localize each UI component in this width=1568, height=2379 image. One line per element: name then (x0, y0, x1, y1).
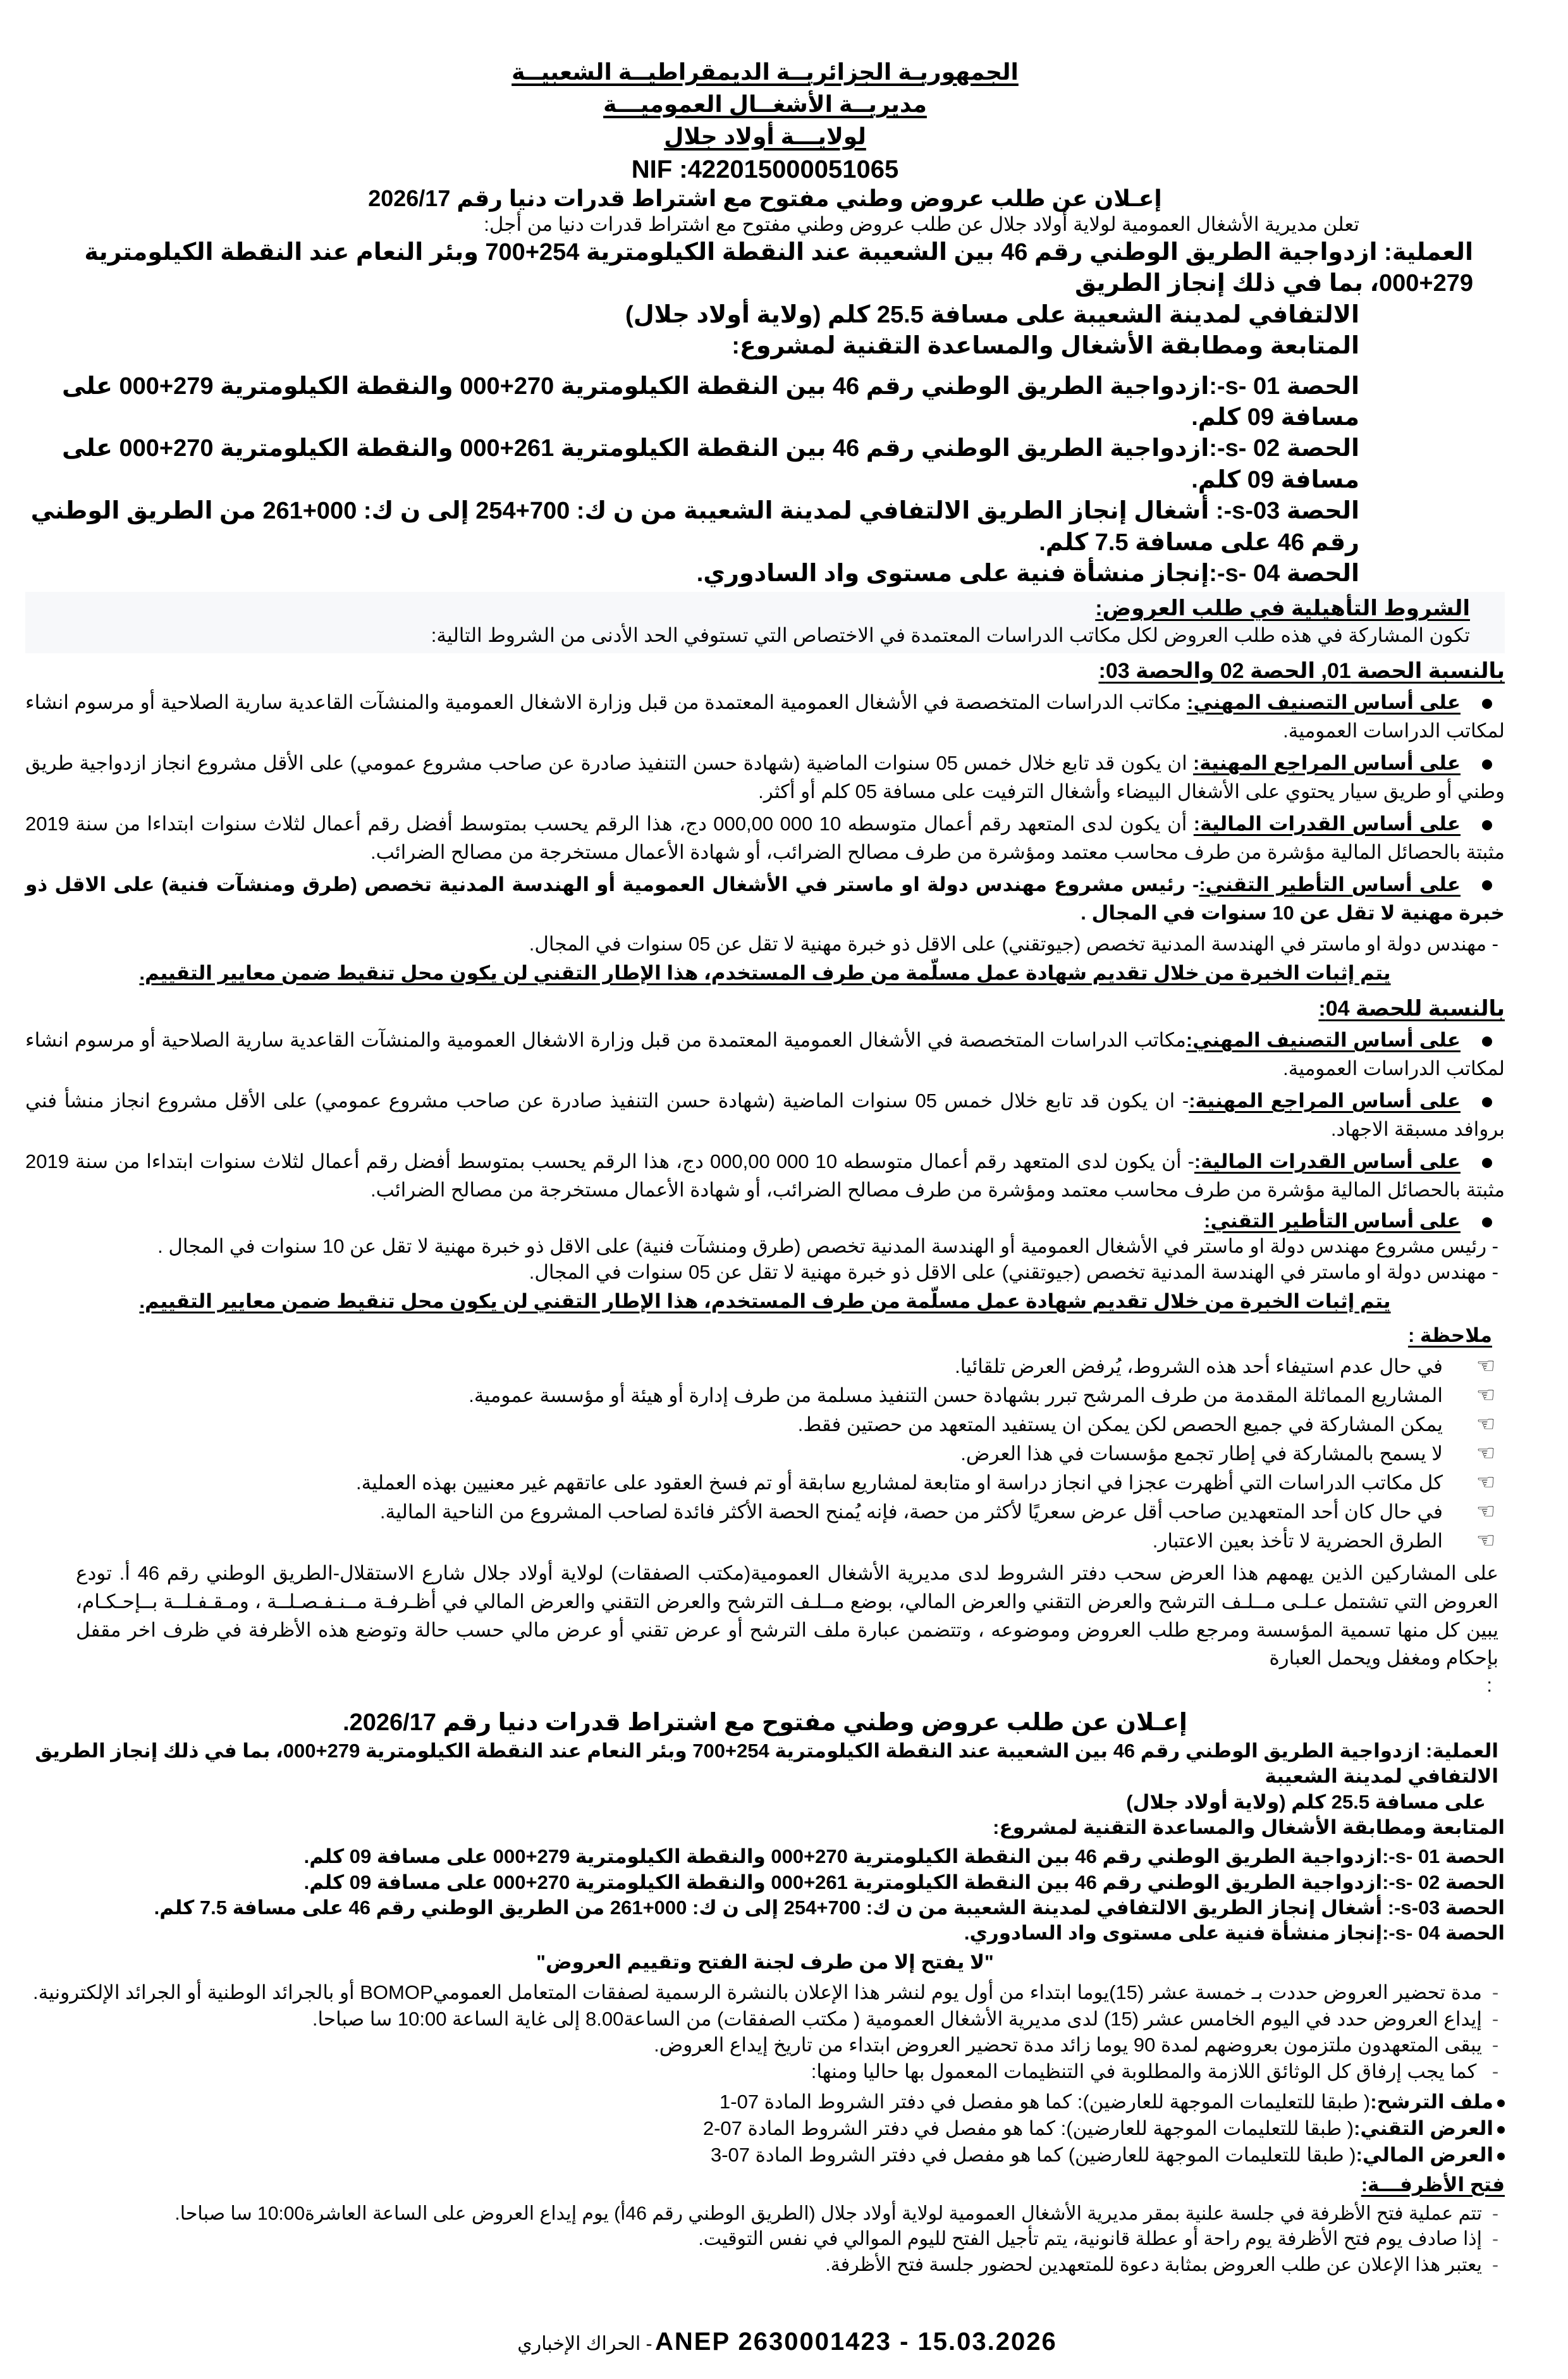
dash-bullet-icon: - (1492, 2254, 1498, 2275)
document-item: العرض المالي:( طبقا للتعليمات الموجهة للعارضين) كما هو مفصل في دفتر الشروط المادة 07-3 (25, 2142, 1505, 2168)
group1-item-financial: على أساس القدرات المالية: أن يكون لدى المتعهد رقم أعمال متوسطه 10 000 000,00 دج، هذا الرقم يحسب بمتوسط أفضل رقم أعمال لثلاث سنوات ابتداءا من سنة 2019 مثبتة بالحصائل المالية مؤشرة من طرف محاسب معتمد ومؤشرة من طرف مصالح الضرائب، أو شهادة الأعمال مستخرجة من مصالح الضرائب. (25, 812, 1505, 863)
eligibility-intro: تكون المشاركة في هذه طلب العروض لكل مكاتب الدراسات المعتمدة في الاختصاص التي تستوفي الحد الأدنى من الشروط التالية: (431, 624, 1470, 646)
opening-heading: فتح الأظرفـــة: (1361, 2173, 1505, 2196)
eligibility-box (25, 592, 1505, 653)
group2-chief: - رئيس مشروع مهندس دولة او ماستر في الأشغال العمومية أو الهندسة المدنية تخصص (طرق ومنشآت فنية) على الاقل ذو خبرة مهنية لا تقل عن 10 سنوات في المجال . (157, 1235, 1498, 1258)
dash-bullet-icon: - (1492, 2228, 1498, 2250)
anep-reference: ANEP 2630001423 - 15.03.2026 (655, 2328, 1057, 2356)
group1-heading: بالنسبة الحصة 01, الحصة 02 والحصة 03: (1098, 658, 1505, 683)
pointing-hand-icon: ☜ (1476, 1412, 1496, 1437)
deadline-item: -يبقى المتعهدون ملتزمون بعروضهم لمدة 90 يوما زائد مدة تحضير العروض ابتداء من تاريخ إيداع العروض. (25, 2032, 1505, 2058)
submission-text: على المشاركين الذين يهمهم هذا العرض سحب دفتر الشروط لدى مديرية الأشغال العمومية(مكتب الصفقات) لولاية أولاد جلال شارع الاستقلال-الطريق الوطني رقم 46 أ. تودع العروض التي تشتمل عـلـى مــلـف الترشح والعرض التقني والعرض المالي، بوضع مــلـف الترشح والعرض التقني والعرض المالي في أظـرفـة مــنـفـصـلــة ، ومـقـفـلــة بــإحـكـام، يبين كل منها تسمية المؤسسة ومرجع طلب العروض وموضوعه ، وتتضمن عبارة ملف الترشح أو عرض تقني أو عرض مالي حسب حالة وتوضع هذه الأظرفة في ظرف اخر مقفل بإحكام ومغفل ويحمل العبارة (76, 1561, 1498, 1669)
lot-1: الحصة 01 -s-:ازدواجية الطريق الوطني رقم 46 بين النقطة الكيلومترية 270+000 والنقطة الكيلومترية 279+000 على مسافة 09 كلم. (61, 372, 1359, 431)
pointing-hand-icon: ☜ (1476, 1383, 1496, 1408)
opening-item: -تتم عملية فتح الأظرفة في جلسة علنية بمقر مديرية الأشغال العمومية لولاية أولاد جلال (الطريق الوطني رقم 46أ) يوم إيداع العروض على الساعة العاشرة10:00 سا صباحا. (25, 2201, 1505, 2227)
pointing-hand-icon: ☜ (1476, 1470, 1496, 1494)
note-item: ☜الطرق الحضرية لا تأخذ بعين الاعتبار. (25, 1527, 1505, 1556)
group2-note: يتم إثبات الخبرة من خلال تقديم شهادة عمل مسلّمة من طرف المستخدم، هذا الإطار التقني لن يكون محل تنقيط ضمن معايير التقييم. (139, 1289, 1391, 1312)
repeat-operation-3: المتابعة ومطابقة الأشغال والمساعدة التقنية لمشروع: (993, 1816, 1505, 1838)
header (25, 58, 1505, 212)
opening-item: -إذا صادف يوم فتح الأظرفة يوم راحة أو عطلة قانونية، يتم تأجيل الفتح لليوم الموالي في نفس التوقيت. (25, 2227, 1505, 2253)
dash-bullet-icon: - (1491, 2007, 1499, 2030)
dash-bullet-icon: - (1491, 1981, 1499, 2003)
group1-note: يتم إثبات الخبرة من خلال تقديم شهادة عمل مسلّمة من طرف المستخدم، هذا الإطار التقني لن يكون محل تنقيط ضمن معايير التقييم. (139, 961, 1391, 984)
notes-list (25, 1352, 1505, 1555)
wilaya-title: لولايـــة أولاد جلال (664, 123, 866, 150)
opening-list (25, 2201, 1505, 2278)
bullet-icon (1497, 2099, 1505, 2107)
group1-item-technical: على أساس التأطير التقني:- رئيس مشروع مهندس دولة او ماستر في الأشغال العمومية أو الهندسة المدنية تخصص (طرق ومنشآت فنية) على الاقل ذو خبرة مهنية لا تقل عن 10 سنوات في المجال . (25, 873, 1505, 924)
notes-heading: ملاحظة : (1407, 1324, 1492, 1347)
repeat-lot-3: الحصة 03-s-: أشغال إنجاز الطريق الالتفافي لمدينة الشعيبة من ن ك: 700+254 إلى ن ك: 000+261 من الطريق الوطني رقم 46 على مسافة 7.5 كلم. (154, 1896, 1505, 1919)
operation-line-1: العملية: ازدواجية الطريق الوطني رقم 46 بين الشعيبة عند النقطة الكيلومترية 254+700 وبئر النعام عند النقطة الكيلومترية 279+000، بما في ذلك إنجاز الطريق (84, 239, 1473, 297)
note-item: ☜في حال عدم استيفاء أحد هذه الشروط، يُرفض العرض تلقائيا. (25, 1352, 1505, 1381)
newspaper-name: - الحراك الإخباري (517, 2333, 652, 2355)
group2-geotech: - مهندس دولة او ماستر في الهندسة المدنية تخصص (جيوتقني) على الاقل ذو خبرة مهنية لا تقل عن 05 سنوات في المجال. (529, 1260, 1498, 1283)
note-item: ☜المشاريع المماثلة المقدمة من طرف المرشح تبرر بشهادة حسن التنفيذ مسلمة من طرف إدارة أو هيئة أو مؤسسة عمومية. (25, 1381, 1505, 1410)
group2-item-financial: على أساس القدرات المالية:- أن يكون لدى المتعهد رقم أعمال متوسطه 10 000 000,00 دج، هذا الرقم يحسب بمتوسط أفضل رقم أعمال لثلاث سنوات ابتداءا من سنة 2019 مثبتة بالحصائل المالية مؤشرة من طرف محاسب معتمد ومؤشرة من طرف مصالح الضرائب، أو شهادة الأعمال مستخرجة من مصالح الضرائب. (25, 1150, 1505, 1201)
bullet-icon (1482, 759, 1492, 770)
bullet-icon (1482, 880, 1492, 890)
group2-item-references: على أساس المراجع المهنية:- ان يكون قد تابع خلال خمس 05 سنوات الماضية (شهادة حسن التنفيذ صادرة عن صاحب مشروع عمومي) على الأقل مشروع انجاز منشأ فني بروافد مسبقة الاجهاد. (25, 1090, 1505, 1141)
operation-line-3: المتابعة ومطابقة الأشغال والمساعدة التقنية لمشروع: (732, 333, 1359, 360)
repeat-operation-2: على مسافة 25.5 كلم (ولاية أولاد جلال) (1126, 1790, 1486, 1813)
repeat-title: إعـلان عن طلب عروض وطني مفتوح مع اشتراط قدرات دنيا رقم 2026/17. (343, 1709, 1187, 1736)
notice-title: إعـلان عن طلب عروض وطني مفتوح مع اشتراط قدرات دنيا رقم 2026/17 (368, 185, 1162, 211)
pointing-hand-icon: ☜ (1476, 1499, 1496, 1523)
note-item: ☜في حال كان أحد المتعهدين صاحب أقل عرض سعريًا لأكثر من حصة، فإنه يُمنح الحصة الأكثر فائدة لصاحب المشروع من الناحية المالية. (25, 1497, 1505, 1527)
bullet-icon (1497, 2126, 1505, 2134)
intro-text: تعلن مديرية الأشغال العمومية لولاية أولاد جلال عن طلب عروض وطني مفتوح مع اشتراط قدرات دنيا من أجل: (484, 212, 1359, 235)
group1-item-references: على أساس المراجع المهنية: ان يكون قد تابع خلال خمس 05 سنوات الماضية (شهادة حسن التنفيذ صادرة عن صاحب مشروع عمومي) على الأقل مشروع انجاز ازدواجية طريق وطني أو طريق سيار يحتوي على الأشغال البيضاء وأشغال الترفيت على مسافة 05 كلم أو أكثر. (25, 751, 1505, 802)
deadline-item: -مدة تحضير العروض حددت بـ خمسة عشر (15)يوما ابتداء من أول يوم لنشر هذا الإعلان بالنشرة الرسمية لصفقات المتعامل العموميBOMOP أو بالجرائد الوطنية أو الجرائد الإلكترونية. (25, 1979, 1505, 2006)
bullet-icon (1482, 1217, 1492, 1227)
lot-3: الحصة 03-s-: أشغال إنجاز الطريق الالتفافي لمدينة الشعيبة من ن ك: 700+254 إلى ن ك: 000+261 من الطريق الوطني رقم 46 على مسافة 7.5 كلم. (30, 498, 1359, 556)
note-item: ☜يمكن المشاركة في جميع الحصص لكن يمكن ان يستفيد المتعهد من حصتين فقط. (25, 1410, 1505, 1439)
submission-colon: : (1486, 1674, 1492, 1697)
eligibility-heading: الشروط التأهيلية في طلب العروض: (1095, 596, 1470, 621)
opening-item: -يعتبر هذا الإعلان عن طلب العروض بمثابة دعوة للمتعهدين لحضور جلسة فتح الأظرفة. (25, 2253, 1505, 2278)
group1-geotech: - مهندس دولة او ماستر في الهندسة المدنية تخصص (جيوتقني) على الاقل ذو خبرة مهنية لا تقل عن 05 سنوات في المجال. (529, 932, 1498, 955)
lots-list (25, 371, 1505, 590)
note-item: ☜كل مكاتب الدراسات التي أظهرت عجزا في انجاز دراسة او متابعة لمشاريع سابقة أو تم فسخ العقود على عاتقهم غير معنيين بهذه العملية. (25, 1468, 1505, 1497)
pointing-hand-icon: ☜ (1476, 1528, 1496, 1552)
repeat-operation-1: العملية: ازدواجية الطريق الوطني رقم 46 بين الشعيبة عند النقطة الكيلومترية 254+700 وبئر النعام عند النقطة الكيلومترية 279+000، بما في ذلك إنجاز الطريق الالتفافي لمدينة الشعيبة (35, 1740, 1498, 1788)
repeat-lot-1: الحصة 01 -s-:ازدواجية الطريق الوطني رقم 46 بين النقطة الكيلومترية 270+000 والنقطة الكيلومترية 279+000 على مسافة 09 كلم. (303, 1845, 1505, 1868)
bullet-icon (1482, 1158, 1492, 1168)
document-item: ملف الترشح:( طبقا للتعليمات الموجهة للعارضين): كما هو مفصل في دفتر الشروط المادة 07-1 (25, 2089, 1505, 2115)
lot-4: الحصة 04 -s-:إنجاز منشأة فنية على مستوى واد السادوري. (696, 560, 1359, 587)
documents-list (25, 2089, 1505, 2168)
repeat-lots-list (25, 1844, 1505, 1946)
nif-number: NIF :422015000051065 (631, 155, 899, 183)
pointing-hand-icon: ☜ (1476, 1441, 1496, 1466)
bullet-icon (1482, 820, 1492, 830)
repeat-lot-2: الحصة 02 -s-:ازدواجية الطريق الوطني رقم 46 بين النقطة الكيلومترية 261+000 والنقطة الكيلومترية 270+000 على مسافة 09 كلم. (303, 1871, 1505, 1893)
pointing-hand-icon: ☜ (1476, 1354, 1496, 1379)
bullet-icon (1482, 1036, 1492, 1047)
group2-item-classification: على أساس التصنيف المهني:مكاتب الدراسات المتخصصة في الأشغال العمومية المعتمدة من قبل وزارة الاشغال العمومية والمنشآت القاعدية سارية الصلاحية أو مرسوم انشاء لمكاتب الدراسات العمومية. (25, 1029, 1505, 1080)
group1-item-classification: على أساس التصنيف المهني: مكاتب الدراسات المتخصصة في الأشغال العمومية المعتمدة من قبل وزارة الاشغال العمومية والمنشآت القاعدية سارية الصلاحية أو مرسوم انشاء لمكاتب الدراسات العمومية. (25, 691, 1505, 742)
operation-line-2: الالتفافي لمدينة الشعيبة على مسافة 25.5 كلم (ولاية أولاد جلال) (625, 301, 1359, 328)
envelope-phrase: "لا يفتح إلا من طرف لجنة الفتح وتقييم العروض" (536, 1951, 994, 1974)
footer (0, 2328, 1568, 2356)
directorate-title: مديريــة الأشغــال العموميـــة (603, 91, 927, 118)
group2-heading: بالنسبة للحصة 04: (1318, 997, 1505, 1021)
bullet-icon (1482, 1097, 1492, 1107)
dash-bullet-icon: - (1492, 2203, 1498, 2224)
deadlines-list (25, 1979, 1505, 2085)
document-item: العرض التقني:( طبقا للتعليمات الموجهة للعارضين): كما هو مفصل في دفتر الشروط المادة 07-2 (25, 2115, 1505, 2142)
lot-2: الحصة 02 -s-:ازدواجية الطريق الوطني رقم 46 بين النقطة الكيلومترية 261+000 والنقطة الكيلومترية 270+000 على مسافة 09 كلم. (61, 435, 1359, 493)
deadline-item: -إيداع العروض حدد في اليوم الخامس عشر (15) لدى مديرية الأشغال العمومية ( مكتب الصفقات) من الساعة8.00 إلى غاية الساعة 10:00 سا صباحا. (25, 2006, 1505, 2032)
note-item: ☜لا يسمح بالمشاركة في إطار تجمع مؤسسات في هذا العرض. (25, 1439, 1505, 1468)
bullet-icon (1497, 2153, 1505, 2160)
bullet-icon (1482, 699, 1492, 709)
republic-title: الجمهوريـة الجزائريــة الديمقراطيــة الشعبيــة (511, 59, 1019, 85)
repeat-lot-4: الحصة 04 -s-:إنجاز منشأة فنية على مستوى واد السادوري. (964, 1922, 1505, 1945)
group2-item-technical: على أساس التأطير التقني: (25, 1208, 1505, 1234)
deadline-item: - كما يجب إرفاق كل الوثائق اللازمة والمطلوبة في التنظيمات المعمول بها حاليا ومنها: (25, 2058, 1505, 2085)
dash-bullet-icon: - (1491, 2034, 1499, 2056)
dash-bullet-icon: - (1491, 2060, 1499, 2083)
